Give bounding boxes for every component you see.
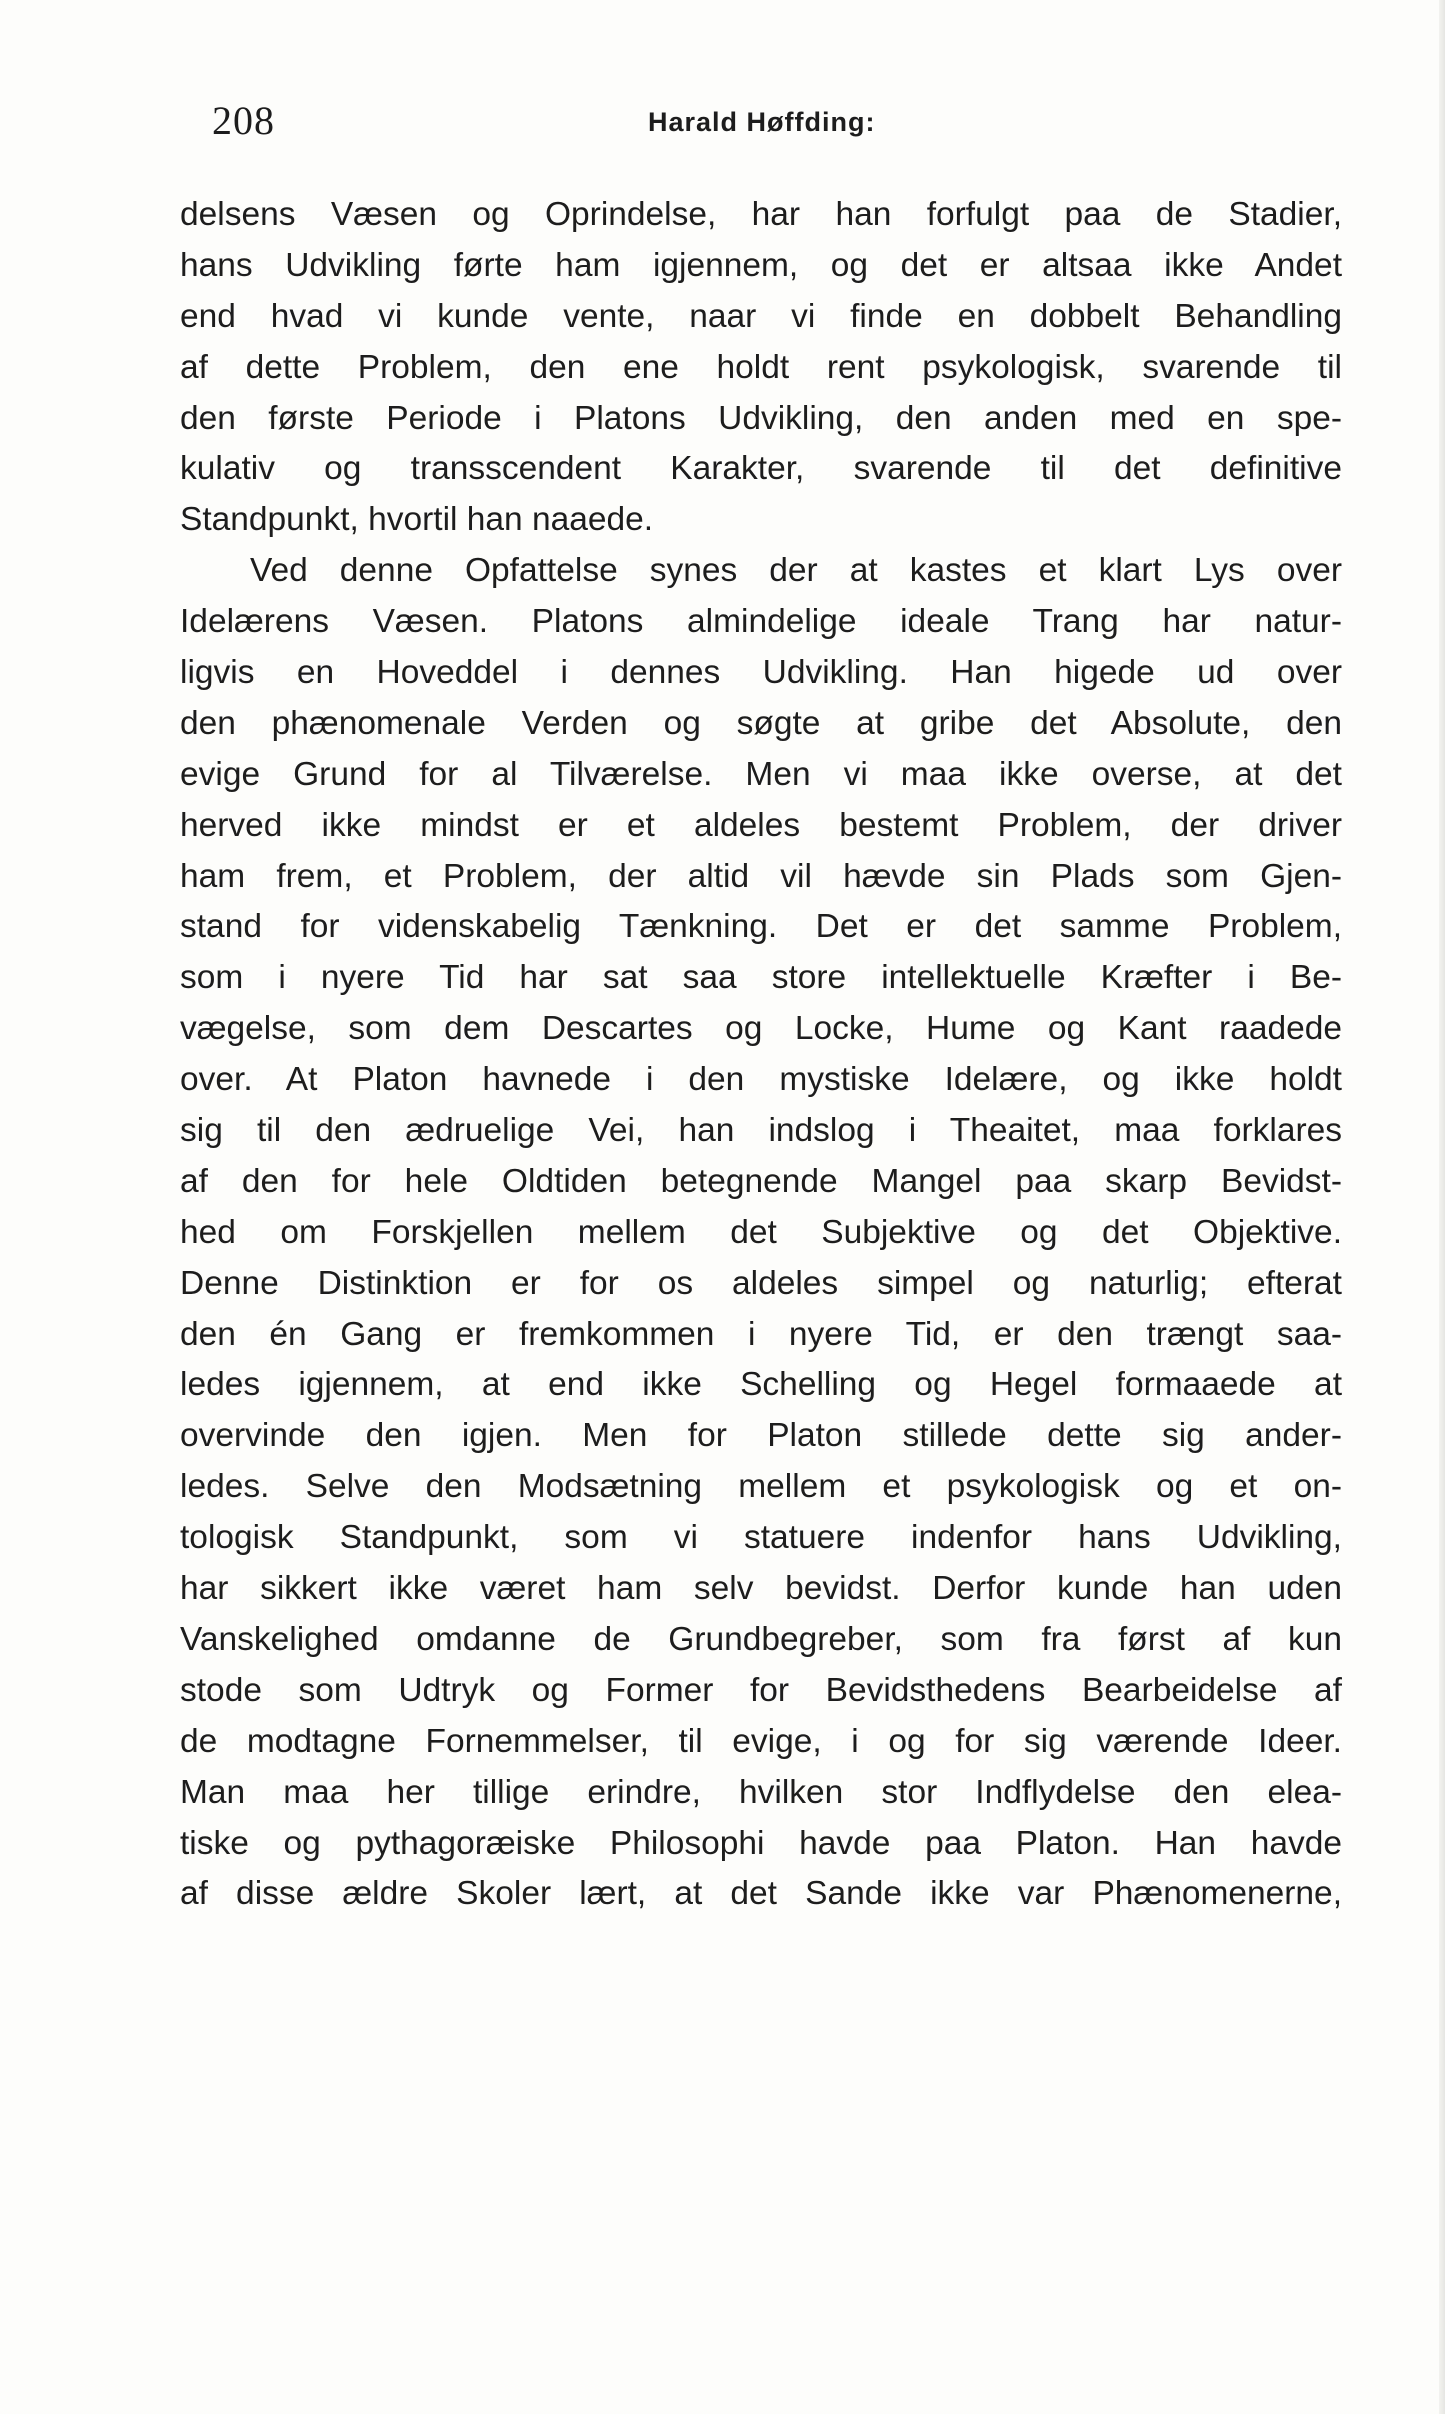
page-number: 208 — [212, 98, 275, 143]
body-text — [180, 190, 1342, 1920]
running-head — [0, 96, 1445, 146]
text-line: end hvad vi kunde vente, naar vi finde en dobbelt Behandling — [180, 297, 1342, 335]
text-line: den én Gang er fremkommen i nyere Tid, er den trængt saa- — [180, 1315, 1342, 1353]
text-line: Standpunkt, hvortil han naaede. — [180, 501, 654, 539]
text-line: ledes igjennem, at end ikke Schelling og Hegel formaaede at — [180, 1366, 1342, 1404]
text-line: kulativ og transscendent Karakter, svarende til det definitive — [180, 450, 1342, 488]
text-line: hans Udvikling førte ham igjennem, og det er altsaa ikke Andet — [180, 246, 1342, 284]
page-edge-shadow — [1439, 0, 1445, 2414]
text-line: tiske og pythagoræiske Philosophi havde paa Platon. Han havde — [180, 1824, 1342, 1862]
text-line: stand for videnskabelig Tænkning. Det er det samme Problem, — [180, 908, 1342, 946]
running-title: Harald Høffding: — [648, 107, 876, 137]
text-line: Idelærens Væsen. Platons almindelige ideale Trang har natur- — [180, 603, 1342, 641]
text-line: delsens Væsen og Oprindelse, har han forfulgt paa de Stadier, — [180, 196, 1342, 233]
text-line: har sikkert ikke været ham selv bevidst. Derfor kunde han uden — [180, 1570, 1342, 1608]
text-line: tologisk Standpunkt, som vi statuere indenfor hans Udvikling, — [180, 1519, 1342, 1557]
text-line: af den for hele Oldtiden betegnende Mangel paa skarp Bevidst- — [180, 1162, 1342, 1200]
text-line: af dette Problem, den ene holdt rent psykologisk, svarende til — [180, 348, 1342, 386]
text-line: Denne Distinktion er for os aldeles simpel og naturlig; efterat — [180, 1264, 1342, 1302]
text-line: den phænomenale Verden og søgte at gribe det Absolute, den — [180, 704, 1342, 742]
text-line: den første Periode i Platons Udvikling, den anden med en spe- — [180, 399, 1342, 437]
text-line: hed om Forskjellen mellem det Subjektive og det Objektive. — [180, 1213, 1342, 1251]
text-line: af disse ældre Skoler lært, at det Sande ikke var Phænomenerne, — [180, 1875, 1342, 1913]
text-line: ham frem, et Problem, der altid vil hævde sin Plads som Gjen- — [180, 857, 1342, 895]
text-line: som i nyere Tid har sat saa store intellektuelle Kræfter i Be- — [180, 959, 1342, 997]
text-line: stode som Udtryk og Former for Bevidsthedens Bearbeidelse af — [180, 1671, 1342, 1709]
text-line: Vanskelighed omdanne de Grundbegreber, som fra først af kun — [180, 1620, 1342, 1658]
text-line: overvinde den igjen. Men for Platon stillede dette sig ander- — [180, 1417, 1342, 1455]
text-line: over. At Platon havnede i den mystiske Idelære, og ikke holdt — [180, 1061, 1342, 1099]
text-line: ledes. Selve den Modsætning mellem et psykologisk og et on- — [180, 1468, 1342, 1506]
text-line: evige Grund for al Tilværelse. Men vi maa ikke overse, at det — [180, 755, 1342, 793]
text-line: vægelse, som dem Descartes og Locke, Hume og Kant raadede — [180, 1010, 1342, 1048]
text-line: ligvis en Hoveddel i dennes Udvikling. Han higede ud over — [180, 654, 1342, 692]
text-line: de modtagne Fornemmelser, til evige, i og for sig værende Ideer. — [180, 1722, 1342, 1760]
text-line: Man maa her tillige erindre, hvilken stor Indflydelse den elea- — [180, 1773, 1342, 1811]
text-line: Ved denne Opfattelse synes der at kastes et klart Lys over — [250, 552, 1342, 590]
text-line: sig til den ædruelige Vei, han indslog i Theaitet, maa forklares — [180, 1112, 1342, 1150]
text-line: herved ikke mindst er et aldeles bestemt Problem, der driver — [180, 806, 1342, 844]
